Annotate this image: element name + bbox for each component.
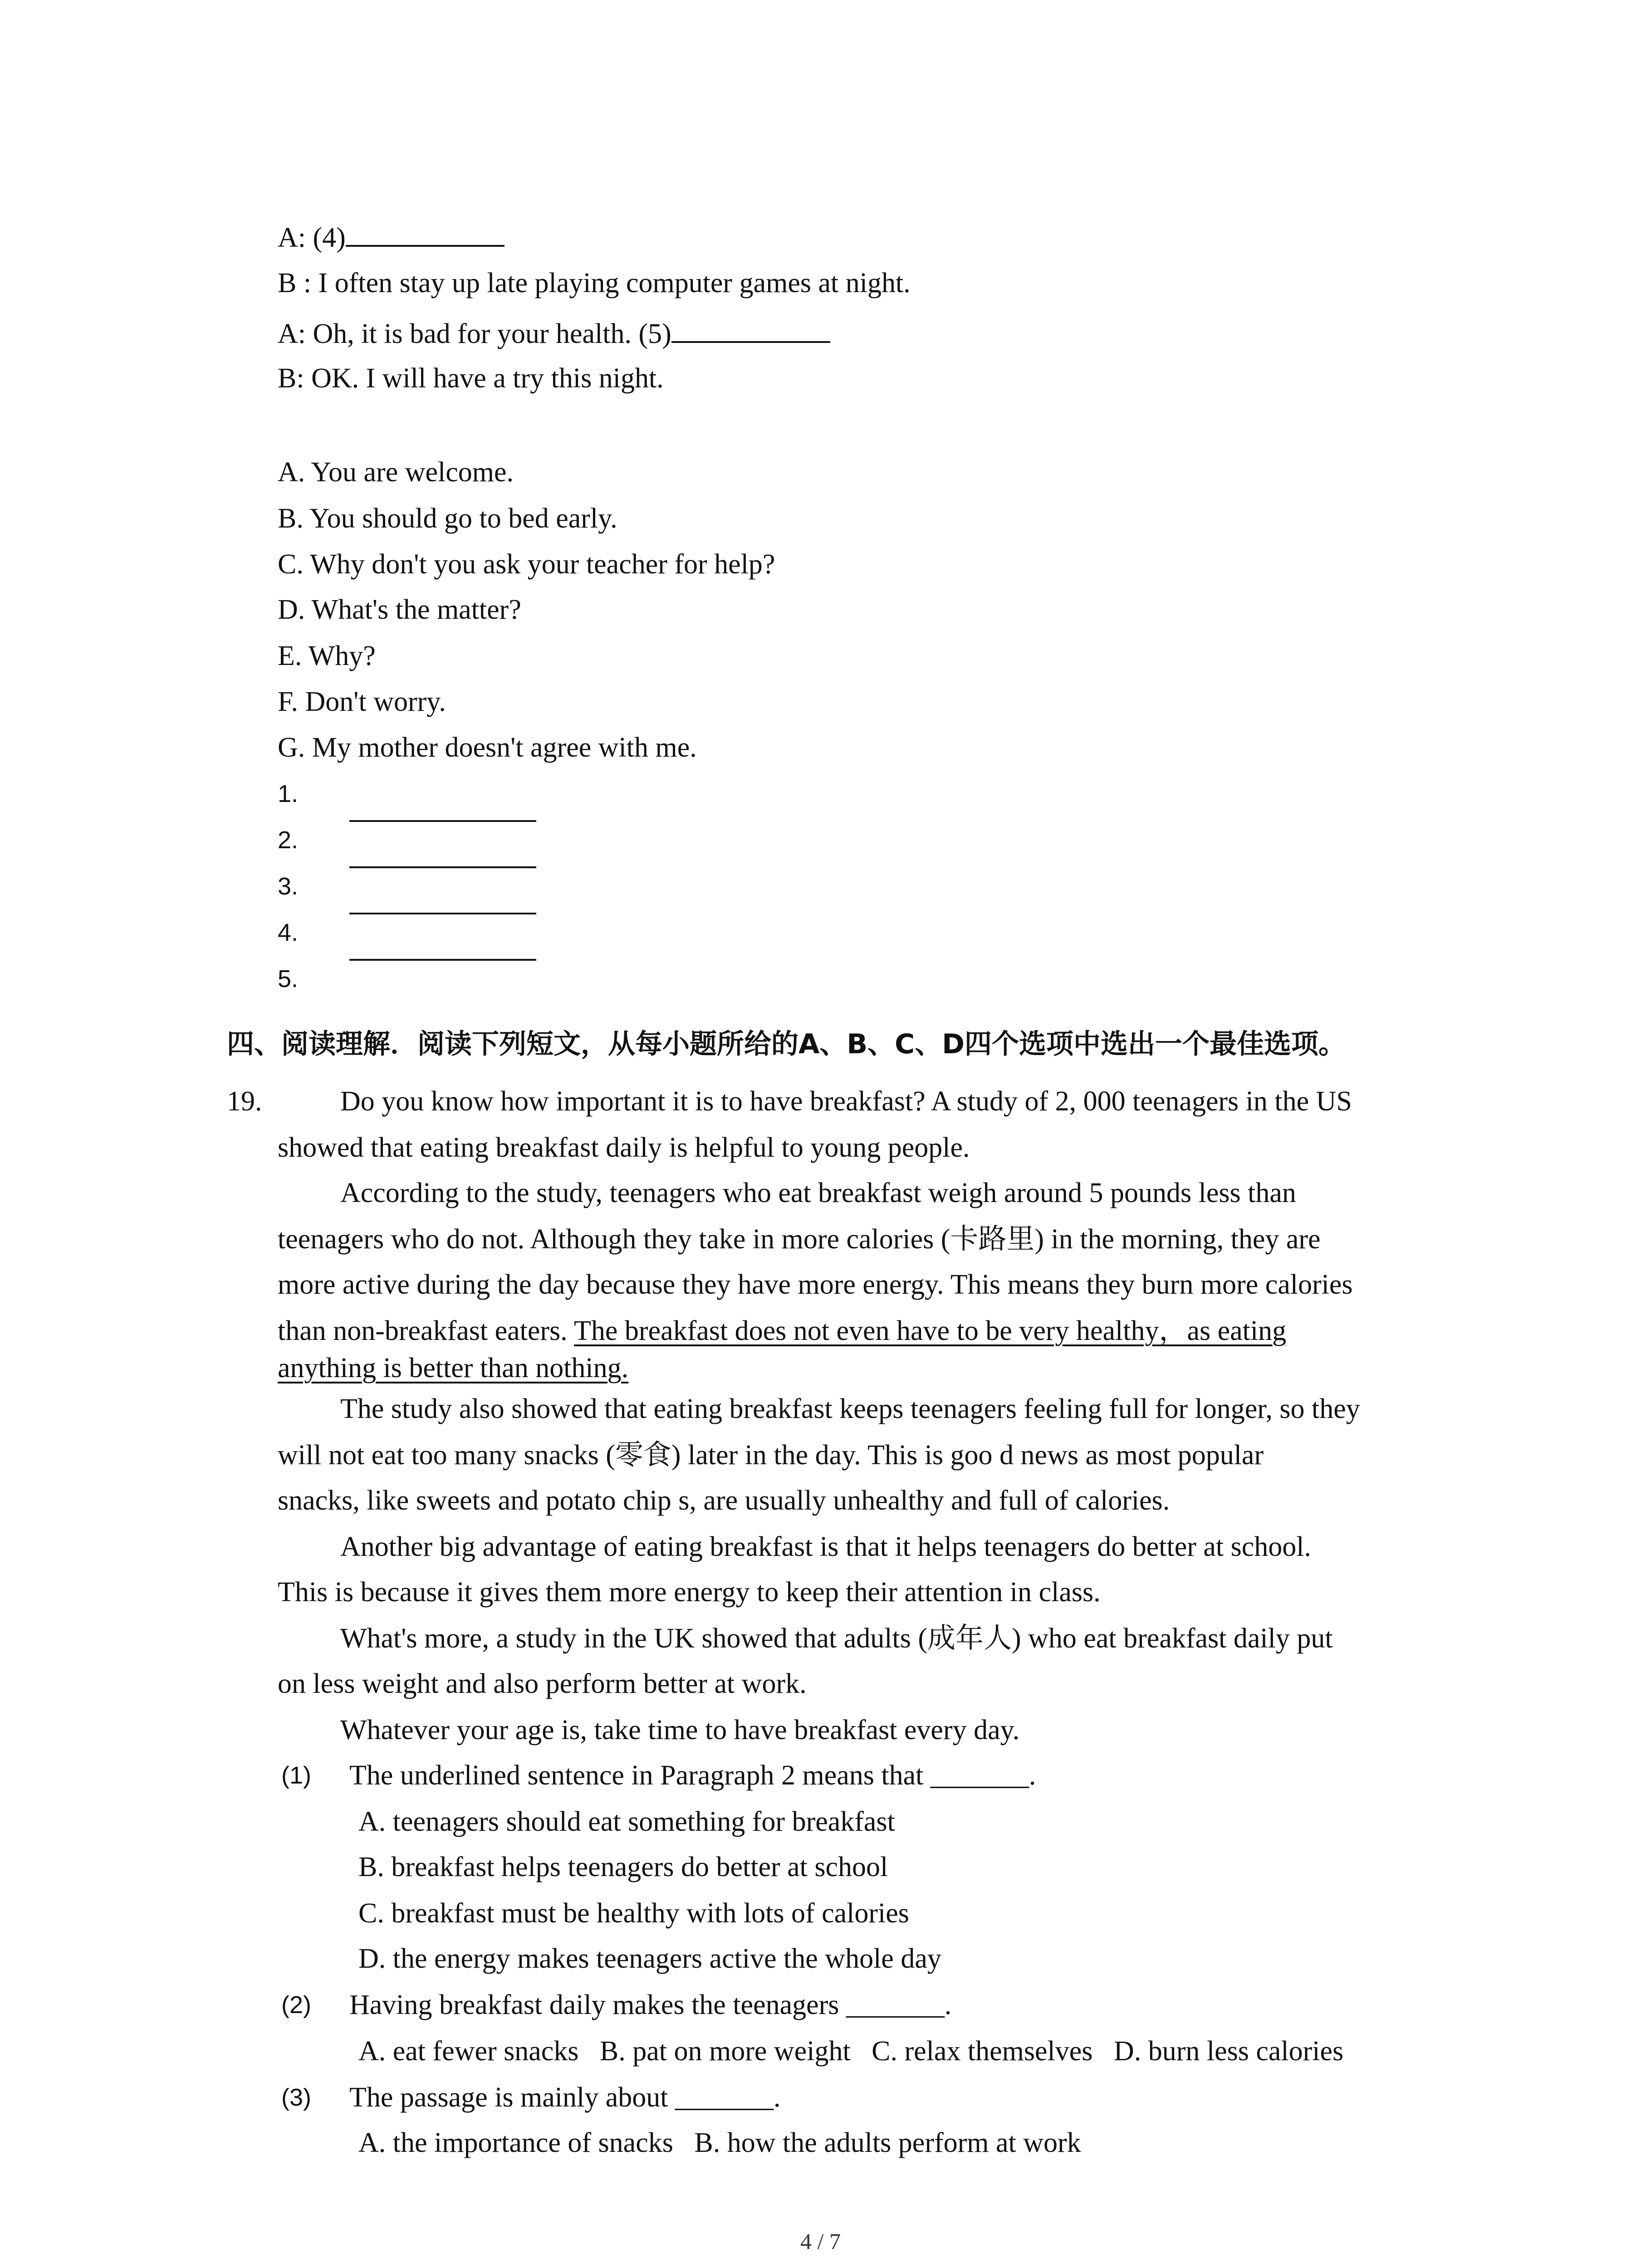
passage-line: more active during the day because they have more energy. This means they burn more calories [278, 1269, 1353, 1300]
dialogue-line-3: A: Oh, it is bad for your health. (5) [278, 315, 830, 352]
answer-number-2: 2. [278, 826, 299, 854]
dialogue-line-4: B: OK. I will have a try this night. [278, 363, 664, 394]
subquestion-number: (1) [281, 1762, 311, 1789]
answer-line-3 [349, 913, 536, 914]
subquestion-option: C. breakfast must be healthy with lots of calories [358, 1898, 909, 1929]
subquestion-number: (3) [281, 2084, 311, 2111]
answer-number-5: 5. [278, 965, 299, 992]
subquestion-options-line: A. eat fewer snacks B. pat on more weight C. relax themselves D. burn less calories [358, 2036, 1344, 2067]
passage-line: on less weight and also perform better at work. [278, 1668, 807, 1699]
passage-line: Whatever your age is, take time to have breakfast every day. [340, 1715, 1020, 1745]
answer-line-2 [349, 866, 536, 868]
passage-line: Do you know how important it is to have breakfast? A study of 2, 000 teenagers in the US [340, 1086, 1352, 1117]
option-a: A. You are welcome. [278, 457, 514, 488]
underlined-sentence: The breakfast does not even have to be very healthy，as eating [574, 1315, 1287, 1346]
option-b: B. You should go to bed early. [278, 503, 617, 534]
option-f: F. Don't worry. [278, 686, 446, 717]
option-c: C. Why don't you ask your teacher for help? [278, 549, 775, 580]
subquestion-stem: Having breakfast daily makes the teenagers _______. [349, 1989, 952, 2020]
subquestion-number: (2) [281, 1991, 311, 2019]
question-number: 19. [227, 1086, 262, 1117]
subquestion-option: A. teenagers should eat something for breakfast [358, 1806, 895, 1837]
answer-number-1: 1. [278, 780, 299, 807]
dialogue-line-2: B : I often stay up late playing computer games at night. [278, 268, 911, 298]
option-d: D. What's the matter? [278, 594, 521, 625]
answer-number-3: 3. [278, 873, 299, 900]
dialogue-line-1: A: (4) [278, 219, 505, 256]
answer-blank [671, 315, 830, 343]
passage-line: than non-breakfast eaters. The breakfast does not even have to be very healthy，as eating [278, 1315, 1287, 1346]
section-heading: 四、阅读理解．阅读下列短文，从每小题所给的A、B、C、D四个选项中选出一个最佳选项。 [227, 1028, 1346, 1060]
subquestion-option: B. breakfast helps teenagers do better at school [358, 1852, 888, 1882]
passage-line: will not eat too many snacks (零食) later in the day. This is goo d news as most popular [278, 1440, 1264, 1471]
passage-line: According to the study, teenagers who eat breakfast weigh around 5 pounds less than [340, 1178, 1296, 1208]
passage-line [278, 1350, 628, 1386]
option-e: E. Why? [278, 640, 376, 671]
passage-line: The study also showed that eating breakfast keeps teenagers feeling full for longer, so they [340, 1393, 1360, 1424]
subquestion-option: D. the energy makes teenagers active the whole day [358, 1943, 941, 1974]
subquestion-stem: The underlined sentence in Paragraph 2 means that _______. [349, 1760, 1036, 1791]
passage-line: teenagers who do not. Although they take in more calories (卡路里) in the morning, they are [278, 1224, 1321, 1255]
answer-blank [346, 219, 505, 247]
underlined-sentence-end: anything is better than nothing. [278, 1353, 629, 1383]
passage-line: What's more, a study in the UK showed that adults (成年人) who eat breakfast daily put [340, 1623, 1333, 1654]
passage-line: This is because it gives them more energy to keep their attention in class. [278, 1577, 1101, 1608]
answer-line-4 [349, 959, 536, 961]
subquestion-stem: The passage is mainly about _______. [349, 2082, 781, 2113]
page-number: 4 / 7 [800, 2229, 841, 2254]
passage-line: showed that eating breakfast daily is helpful to young people. [278, 1132, 970, 1163]
answer-number-4: 4. [278, 919, 299, 946]
option-g: G. My mother doesn't agree with me. [278, 732, 697, 763]
passage-line: snacks, like sweets and potato chip s, are usually unhealthy and full of calories. [278, 1485, 1170, 1516]
passage-line: Another big advantage of eating breakfast is that it helps teenagers do better at school. [340, 1531, 1311, 1562]
answer-line-1 [349, 820, 536, 822]
subquestion-options-line: A. the importance of snacks B. how the adults perform at work [358, 2127, 1081, 2158]
